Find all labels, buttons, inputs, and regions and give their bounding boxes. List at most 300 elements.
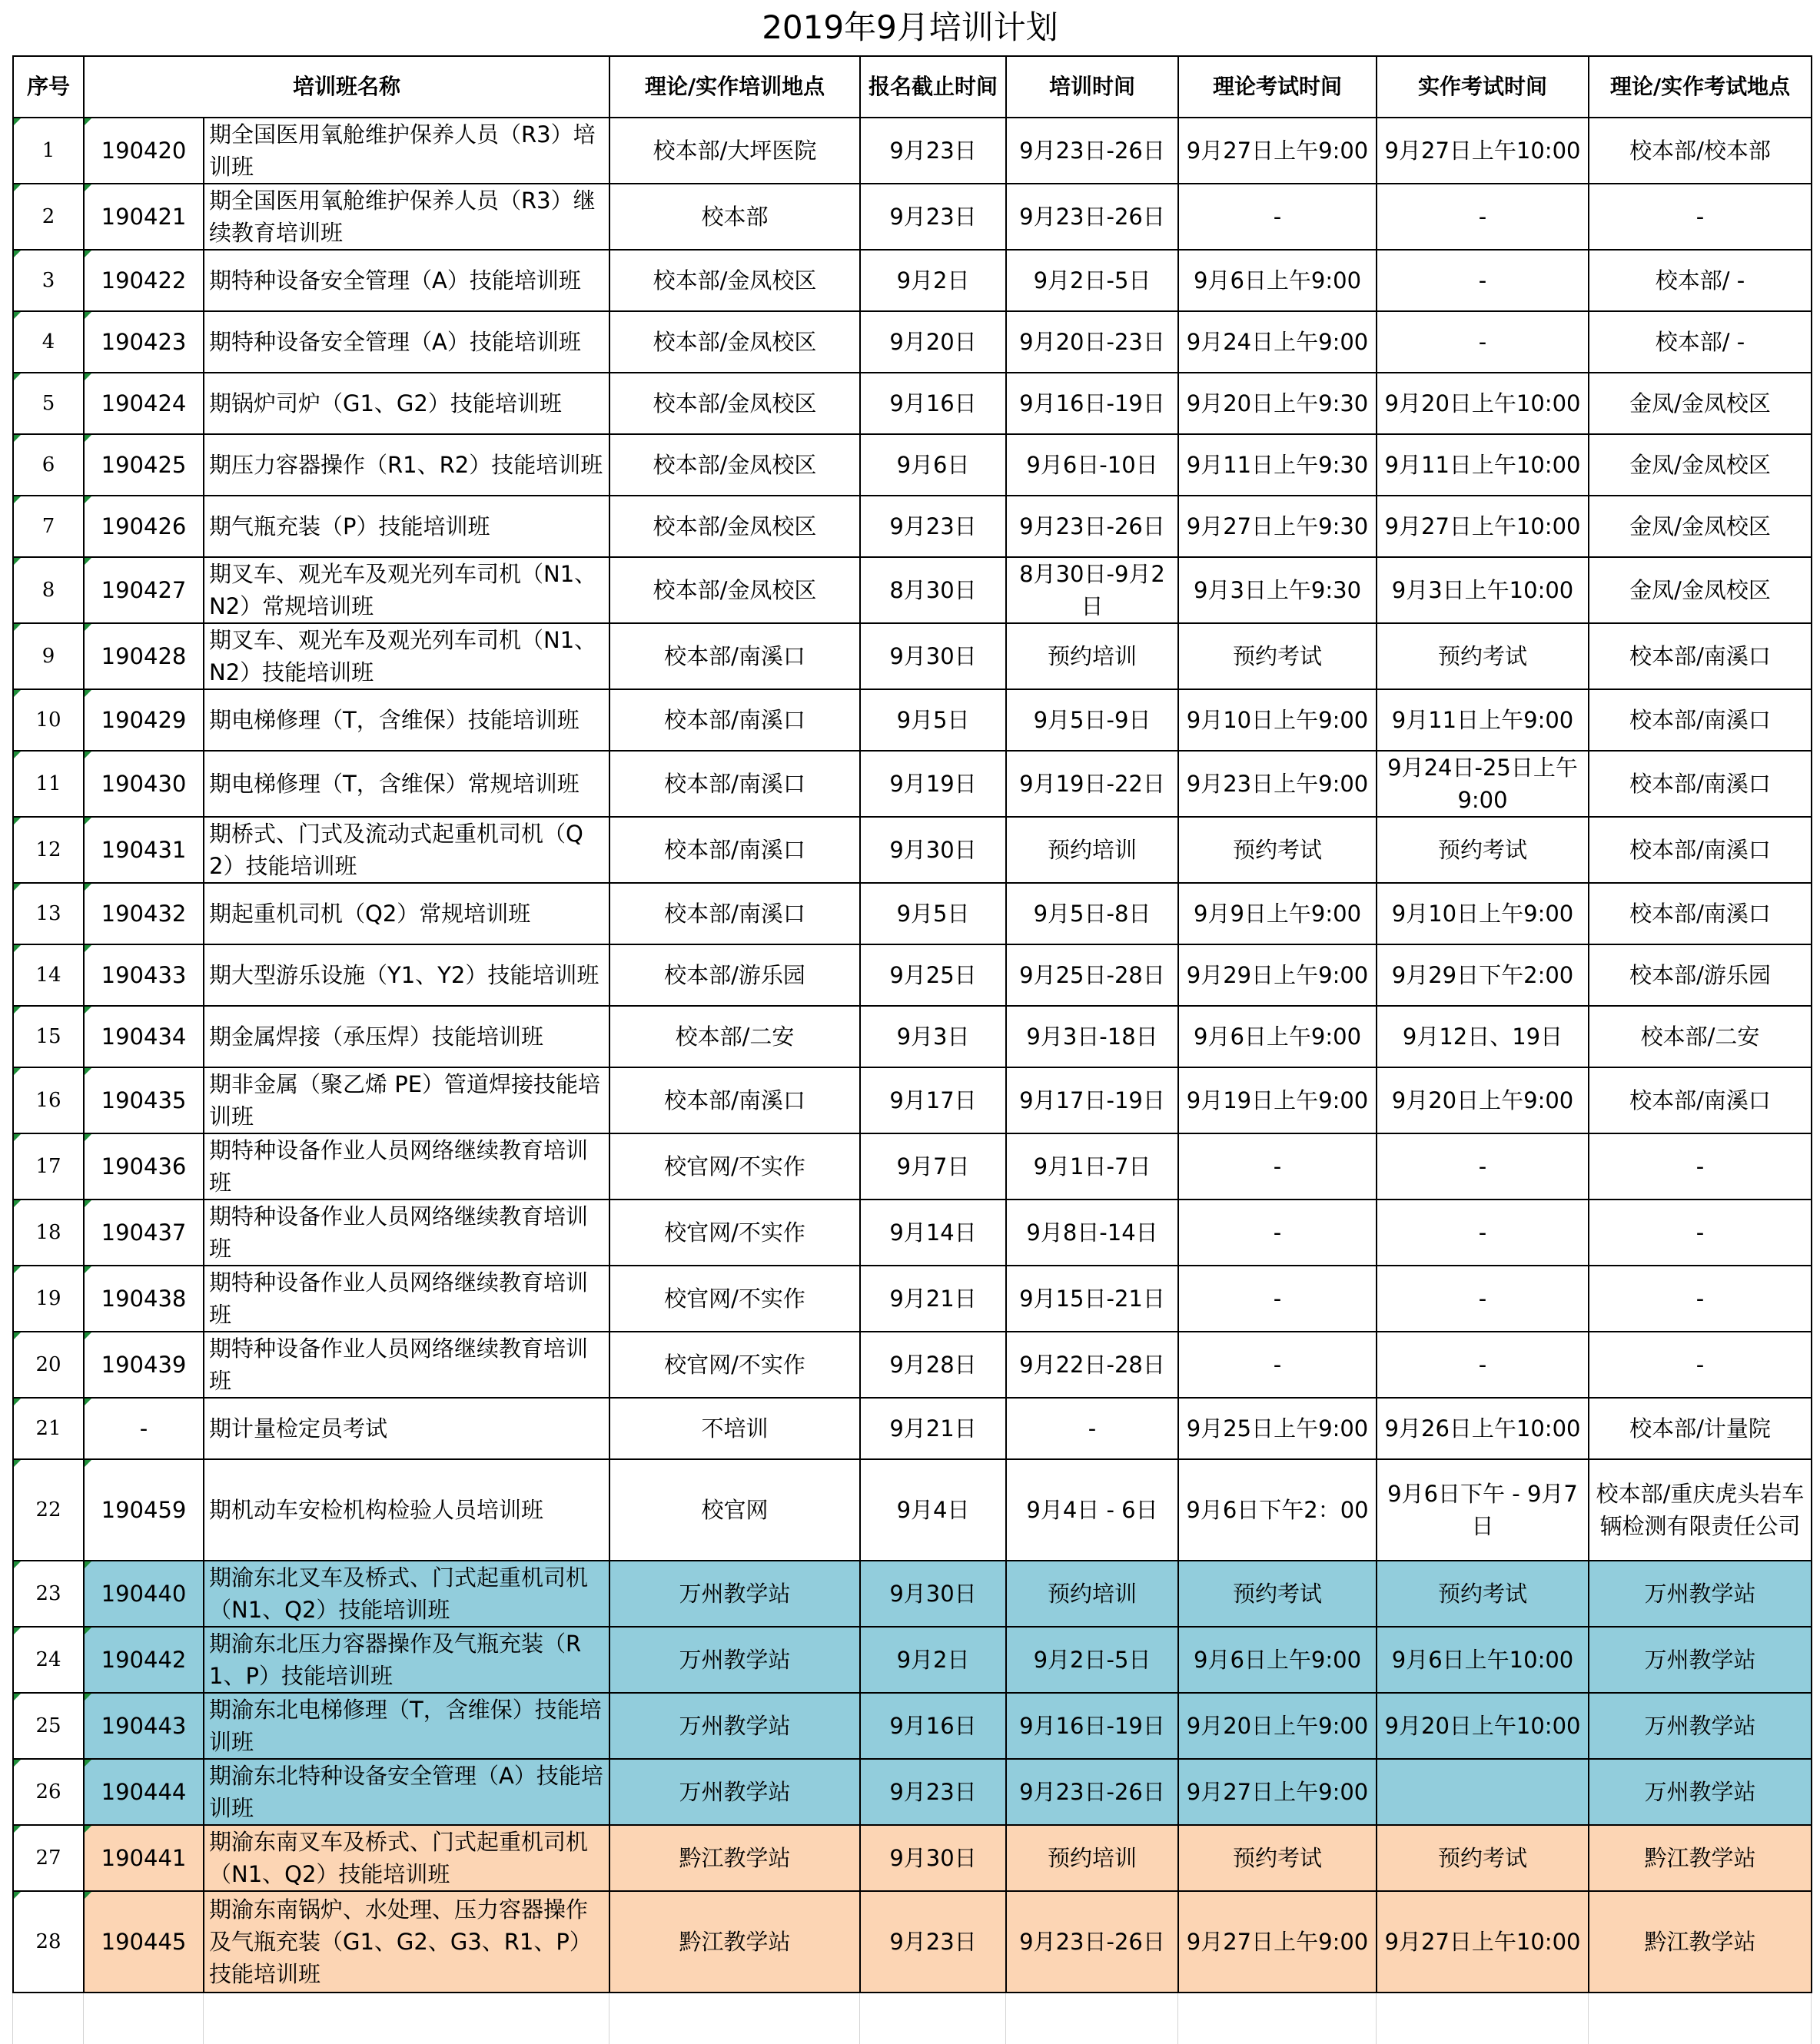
cell-code: 190445 [84, 1891, 204, 1993]
cell-place: 不培训 [609, 1398, 860, 1459]
cell-place: 黔江教学站 [609, 1891, 860, 1993]
cell-practice-exam: 9月26日上午10:00 [1377, 1398, 1589, 1459]
cell-seq: 18 [13, 1200, 84, 1266]
cell-name: 期电梯修理（T，含维保）常规培训班 [204, 751, 609, 817]
cell-theory-exam: 9月6日下午2：00 [1178, 1459, 1377, 1561]
cell-theory-exam: 9月11日上午9:30 [1178, 434, 1377, 496]
cell-code: 190423 [84, 311, 204, 373]
cell-practice-exam: - [1377, 184, 1589, 250]
cell-place: 校官网 [609, 1459, 860, 1561]
cell-seq: 19 [13, 1266, 84, 1332]
cell-practice-exam: 9月3日上午10:00 [1377, 557, 1589, 623]
cell-place: 校本部/金凤校区 [609, 434, 860, 496]
cell-name: 期特种设备安全管理（A）技能培训班 [204, 250, 609, 311]
cell-theory-exam: - [1178, 1332, 1377, 1398]
table-row [13, 250, 1812, 311]
cell-theory-exam: 9月6日上午9:00 [1178, 250, 1377, 311]
cell-time: 预约培训 [1006, 1561, 1178, 1627]
cell-exam-place: 校本部/南溪口 [1589, 817, 1812, 883]
cell-practice-exam: 9月29日下午2:00 [1377, 944, 1589, 1006]
cell-time: 9月5日-9日 [1006, 689, 1178, 751]
cell-exam-place: 校本部/南溪口 [1589, 751, 1812, 817]
grid-line [203, 1993, 204, 2044]
table-row [13, 1332, 1812, 1398]
cell-theory-exam: 预约考试 [1178, 1561, 1377, 1627]
cell-deadline: 9月20日 [860, 311, 1006, 373]
cell-time: 9月23日-26日 [1006, 496, 1178, 557]
cell-code: 190420 [84, 118, 204, 184]
table-row [13, 496, 1812, 557]
cell-seq: 8 [13, 557, 84, 623]
cell-time: 预约培训 [1006, 817, 1178, 883]
cell-name: 期特种设备作业人员网络继续教育培训班 [204, 1200, 609, 1266]
cell-time: 9月19日-22日 [1006, 751, 1178, 817]
cell-deadline: 8月30日 [860, 557, 1006, 623]
cell-code: 190442 [84, 1627, 204, 1693]
cell-code: 190441 [84, 1825, 204, 1891]
cell-name: 期特种设备安全管理（A）技能培训班 [204, 311, 609, 373]
cell-practice-exam: 9月20日上午10:00 [1377, 1693, 1589, 1759]
cell-exam-place: - [1589, 1332, 1812, 1398]
cell-deadline: 9月21日 [860, 1266, 1006, 1332]
cell-code: 190424 [84, 373, 204, 434]
cell-theory-exam: 9月23日上午9:00 [1178, 751, 1377, 817]
grid-line [1177, 1993, 1178, 2044]
header-place: 理论/实作培训地点 [609, 56, 860, 118]
cell-practice-exam: - [1377, 250, 1589, 311]
cell-theory-exam: 预约考试 [1178, 1825, 1377, 1891]
cell-exam-place: 金凤/金凤校区 [1589, 373, 1812, 434]
cell-code: 190444 [84, 1759, 204, 1825]
cell-name: 期机动车安检机构检验人员培训班 [204, 1459, 609, 1561]
cell-theory-exam: 9月20日上午9:00 [1178, 1693, 1377, 1759]
cell-place: 校本部/金凤校区 [609, 373, 860, 434]
cell-place: 校本部/游乐园 [609, 944, 860, 1006]
cell-seq: 11 [13, 751, 84, 817]
cell-deadline: 9月23日 [860, 1891, 1006, 1993]
cell-exam-place: 校本部/二安 [1589, 1006, 1812, 1067]
cell-practice-exam: 9月27日上午10:00 [1377, 496, 1589, 557]
cell-name: 期气瓶充装（P）技能培训班 [204, 496, 609, 557]
cell-deadline: 9月28日 [860, 1332, 1006, 1398]
table-row [13, 1006, 1812, 1067]
table-row [13, 311, 1812, 373]
cell-practice-exam: - [1377, 1200, 1589, 1266]
table-row [13, 689, 1812, 751]
cell-theory-exam: 9月3日上午9:30 [1178, 557, 1377, 623]
cell-deadline: 9月14日 [860, 1200, 1006, 1266]
cell-name: 期非金属（聚乙烯 PE）管道焊接技能培训班 [204, 1067, 609, 1133]
cell-deadline: 9月2日 [860, 250, 1006, 311]
header-exam-place: 理论/实作考试地点 [1589, 56, 1812, 118]
cell-theory-exam: 预约考试 [1178, 623, 1377, 689]
cell-place: 校本部/二安 [609, 1006, 860, 1067]
cell-name: 期电梯修理（T，含维保）技能培训班 [204, 689, 609, 751]
cell-time: 9月6日-10日 [1006, 434, 1178, 496]
cell-seq: 10 [13, 689, 84, 751]
cell-code: 190436 [84, 1133, 204, 1200]
cell-code: 190429 [84, 689, 204, 751]
cell-place: 万州教学站 [609, 1561, 860, 1627]
cell-time: 9月2日-5日 [1006, 1627, 1178, 1693]
cell-exam-place: 万州教学站 [1589, 1759, 1812, 1825]
cell-practice-exam: 9月27日上午10:00 [1377, 1891, 1589, 1993]
header-seq: 序号 [13, 56, 84, 118]
table-row [13, 944, 1812, 1006]
cell-exam-place: 校本部/南溪口 [1589, 1067, 1812, 1133]
cell-seq: 21 [13, 1398, 84, 1459]
cell-practice-exam: 预约考试 [1377, 1561, 1589, 1627]
cell-seq: 17 [13, 1133, 84, 1200]
page-title: 2019年9月培训计划 [762, 8, 1058, 46]
cell-exam-place: 校本部/ - [1589, 311, 1812, 373]
cell-practice-exam: 9月27日上午10:00 [1377, 118, 1589, 184]
cell-practice-exam: 预约考试 [1377, 1825, 1589, 1891]
table-row [13, 817, 1812, 883]
table-row [13, 1825, 1812, 1891]
table-row [13, 1693, 1812, 1759]
cell-name: 期渝东北电梯修理（T，含维保）技能培训班 [204, 1693, 609, 1759]
cell-deadline: 9月3日 [860, 1006, 1006, 1067]
cell-time: 9月20日-23日 [1006, 311, 1178, 373]
cell-code: - [84, 1398, 204, 1459]
cell-name: 期计量检定员考试 [204, 1398, 609, 1459]
table-row [13, 1759, 1812, 1825]
cell-exam-place: 万州教学站 [1589, 1627, 1812, 1693]
cell-exam-place: 校本部/校本部 [1589, 118, 1812, 184]
grid-line [1376, 1993, 1377, 2044]
cell-seq: 4 [13, 311, 84, 373]
cell-name: 期压力容器操作（R1、R2）技能培训班 [204, 434, 609, 496]
cell-time: 9月2日-5日 [1006, 250, 1178, 311]
cell-place: 校官网/不实作 [609, 1332, 860, 1398]
cell-deadline: 9月16日 [860, 373, 1006, 434]
cell-deadline: 9月30日 [860, 1561, 1006, 1627]
cell-name: 期叉车、观光车及观光列车司机（N1、N2）技能培训班 [204, 623, 609, 689]
cell-seq: 5 [13, 373, 84, 434]
cell-theory-exam: - [1178, 1266, 1377, 1332]
cell-practice-exam: 9月11日上午10:00 [1377, 434, 1589, 496]
cell-exam-place: - [1589, 1133, 1812, 1200]
cell-name: 期特种设备作业人员网络继续教育培训班 [204, 1266, 609, 1332]
cell-name: 期金属焊接（承压焊）技能培训班 [204, 1006, 609, 1067]
cell-time: 9月23日-26日 [1006, 184, 1178, 250]
cell-theory-exam: 9月20日上午9:30 [1178, 373, 1377, 434]
cell-seq: 6 [13, 434, 84, 496]
cell-place: 校本部/金凤校区 [609, 250, 860, 311]
cell-deadline: 9月23日 [860, 496, 1006, 557]
cell-seq: 28 [13, 1891, 84, 1993]
cell-practice-exam: - [1377, 311, 1589, 373]
cell-name: 期叉车、观光车及观光列车司机（N1、N2）常规培训班 [204, 557, 609, 623]
table-row [13, 118, 1812, 184]
cell-exam-place: - [1589, 184, 1812, 250]
cell-seq: 12 [13, 817, 84, 883]
table-row [13, 1459, 1812, 1561]
cell-place: 校官网/不实作 [609, 1133, 860, 1200]
cell-time: 9月25日-28日 [1006, 944, 1178, 1006]
cell-place: 万州教学站 [609, 1693, 860, 1759]
cell-exam-place: 万州教学站 [1589, 1693, 1812, 1759]
cell-exam-place: 万州教学站 [1589, 1561, 1812, 1627]
cell-deadline: 9月17日 [860, 1067, 1006, 1133]
cell-exam-place: 校本部/重庆虎头岩车辆检测有限责任公司 [1589, 1459, 1812, 1561]
grid-line [1811, 1993, 1812, 2044]
cell-seq: 22 [13, 1459, 84, 1561]
cell-code: 190437 [84, 1200, 204, 1266]
table-row [13, 434, 1812, 496]
cell-code: 190432 [84, 883, 204, 944]
cell-name: 期锅炉司炉（G1、G2）技能培训班 [204, 373, 609, 434]
table-row [13, 1266, 1812, 1332]
cell-place: 校本部/南溪口 [609, 883, 860, 944]
cell-time: 9月3日-18日 [1006, 1006, 1178, 1067]
cell-seq: 13 [13, 883, 84, 944]
cell-time: 9月4日 - 6日 [1006, 1459, 1178, 1561]
cell-practice-exam: - [1377, 1332, 1589, 1398]
header-name: 培训班名称 [84, 56, 609, 118]
cell-deadline: 9月7日 [860, 1133, 1006, 1200]
cell-name: 期桥式、门式及流动式起重机司机（Q2）技能培训班 [204, 817, 609, 883]
cell-place: 校本部/金凤校区 [609, 311, 860, 373]
cell-code: 190421 [84, 184, 204, 250]
cell-seq: 20 [13, 1332, 84, 1398]
cell-code: 190439 [84, 1332, 204, 1398]
cell-name: 期特种设备作业人员网络继续教育培训班 [204, 1332, 609, 1398]
cell-code: 190435 [84, 1067, 204, 1133]
cell-theory-exam: 9月6日上午9:00 [1178, 1006, 1377, 1067]
cell-theory-exam: 9月27日上午9:00 [1178, 1891, 1377, 1993]
cell-deadline: 9月2日 [860, 1627, 1006, 1693]
cell-deadline: 9月23日 [860, 184, 1006, 250]
training-plan-table [12, 55, 1812, 1993]
cell-seq: 16 [13, 1067, 84, 1133]
table-row [13, 1067, 1812, 1133]
cell-deadline: 9月30日 [860, 623, 1006, 689]
cell-exam-place: 金凤/金凤校区 [1589, 434, 1812, 496]
cell-place: 校本部/金凤校区 [609, 557, 860, 623]
cell-seq: 24 [13, 1627, 84, 1693]
cell-practice-exam: 9月20日上午10:00 [1377, 373, 1589, 434]
cell-code: 190440 [84, 1561, 204, 1627]
table-row [13, 557, 1812, 623]
cell-exam-place: - [1589, 1266, 1812, 1332]
cell-name: 期渝东北叉车及桥式、门式起重机司机（N1、Q2）技能培训班 [204, 1561, 609, 1627]
cell-name: 期全国医用氧舱维护保养人员（R3）继续教育培训班 [204, 184, 609, 250]
table-row [13, 1398, 1812, 1459]
cell-theory-exam: 9月29日上午9:00 [1178, 944, 1377, 1006]
cell-practice-exam: 9月6日下午 - 9月7日 [1377, 1459, 1589, 1561]
cell-seq: 25 [13, 1693, 84, 1759]
cell-seq: 23 [13, 1561, 84, 1627]
cell-code: 190427 [84, 557, 204, 623]
table-row [13, 883, 1812, 944]
cell-time: 9月1日-7日 [1006, 1133, 1178, 1200]
cell-deadline: 9月30日 [860, 817, 1006, 883]
cell-name: 期渝东北压力容器操作及气瓶充装（R1、P）技能培训班 [204, 1627, 609, 1693]
table-row [13, 373, 1812, 434]
cell-practice-exam: - [1377, 1133, 1589, 1200]
cell-place: 校本部/南溪口 [609, 1067, 860, 1133]
grid-line [12, 1993, 13, 2044]
cell-exam-place: 金凤/金凤校区 [1589, 496, 1812, 557]
cell-deadline: 9月6日 [860, 434, 1006, 496]
cell-exam-place: 校本部/ - [1589, 250, 1812, 311]
cell-place: 校官网/不实作 [609, 1266, 860, 1332]
cell-theory-exam: 9月9日上午9:00 [1178, 883, 1377, 944]
cell-theory-exam: 9月27日上午9:00 [1178, 118, 1377, 184]
grid-line [83, 1993, 84, 2044]
cell-code: 190428 [84, 623, 204, 689]
cell-time: 9月22日-28日 [1006, 1332, 1178, 1398]
cell-name: 期渝东南叉车及桥式、门式起重机司机（N1、Q2）技能培训班 [204, 1825, 609, 1891]
cell-code: 190434 [84, 1006, 204, 1067]
cell-deadline: 9月4日 [860, 1459, 1006, 1561]
cell-seq: 15 [13, 1006, 84, 1067]
cell-time: 9月17日-19日 [1006, 1067, 1178, 1133]
table-row [13, 184, 1812, 250]
cell-exam-place: 校本部/游乐园 [1589, 944, 1812, 1006]
cell-exam-place: 校本部/计量院 [1589, 1398, 1812, 1459]
cell-seq: 1 [13, 118, 84, 184]
cell-deadline: 9月5日 [860, 689, 1006, 751]
cell-exam-place: 校本部/南溪口 [1589, 623, 1812, 689]
cell-exam-place: - [1589, 1200, 1812, 1266]
cell-theory-exam: 9月10日上午9:00 [1178, 689, 1377, 751]
cell-place: 校官网/不实作 [609, 1200, 860, 1266]
cell-name: 期起重机司机（Q2）常规培训班 [204, 883, 609, 944]
grid-line [1005, 1993, 1006, 2044]
cell-practice-exam: 9月11日上午9:00 [1377, 689, 1589, 751]
table-row [13, 623, 1812, 689]
cell-code: 190430 [84, 751, 204, 817]
cell-code: 190426 [84, 496, 204, 557]
cell-deadline: 9月21日 [860, 1398, 1006, 1459]
cell-exam-place: 校本部/南溪口 [1589, 883, 1812, 944]
cell-place: 万州教学站 [609, 1627, 860, 1693]
cell-time: 9月23日-26日 [1006, 1759, 1178, 1825]
cell-name: 期全国医用氧舱维护保养人员（R3）培训班 [204, 118, 609, 184]
cell-theory-exam: - [1178, 184, 1377, 250]
cell-code: 190425 [84, 434, 204, 496]
table-row [13, 1627, 1812, 1693]
cell-seq: 2 [13, 184, 84, 250]
cell-name: 期特种设备作业人员网络继续教育培训班 [204, 1133, 609, 1200]
cell-time: 9月5日-8日 [1006, 883, 1178, 944]
table-row [13, 751, 1812, 817]
cell-name: 期渝东北特种设备安全管理（A）技能培训班 [204, 1759, 609, 1825]
cell-time: 9月23日-26日 [1006, 1891, 1178, 1993]
cell-practice-exam: 9月6日上午10:00 [1377, 1627, 1589, 1693]
cell-practice-exam: 预约考试 [1377, 817, 1589, 883]
cell-place: 校本部/金凤校区 [609, 496, 860, 557]
cell-seq: 27 [13, 1825, 84, 1891]
grid-line [859, 1993, 860, 2044]
cell-place: 校本部 [609, 184, 860, 250]
cell-seq: 7 [13, 496, 84, 557]
cell-deadline: 9月5日 [860, 883, 1006, 944]
cell-time: 9月15日-21日 [1006, 1266, 1178, 1332]
header-practice-exam: 实作考试时间 [1377, 56, 1589, 118]
cell-practice-exam: 预约考试 [1377, 623, 1589, 689]
cell-place: 校本部/南溪口 [609, 817, 860, 883]
cell-place: 黔江教学站 [609, 1825, 860, 1891]
cell-theory-exam: 9月24日上午9:00 [1178, 311, 1377, 373]
cell-practice-exam [1377, 1759, 1589, 1825]
cell-time: 预约培训 [1006, 1825, 1178, 1891]
cell-deadline: 9月23日 [860, 118, 1006, 184]
cell-place: 校本部/大坪医院 [609, 118, 860, 184]
cell-seq: 9 [13, 623, 84, 689]
cell-practice-exam: 9月12日、19日 [1377, 1006, 1589, 1067]
cell-theory-exam: 9月27日上午9:00 [1178, 1759, 1377, 1825]
cell-time: 8月30日-9月2日 [1006, 557, 1178, 623]
cell-code: 190459 [84, 1459, 204, 1561]
cell-seq: 26 [13, 1759, 84, 1825]
cell-deadline: 9月30日 [860, 1825, 1006, 1891]
cell-deadline: 9月16日 [860, 1693, 1006, 1759]
cell-code: 190422 [84, 250, 204, 311]
table-row [13, 1200, 1812, 1266]
cell-time: 9月8日-14日 [1006, 1200, 1178, 1266]
cell-practice-exam: 9月24日-25日上午9:00 [1377, 751, 1589, 817]
cell-place: 万州教学站 [609, 1759, 860, 1825]
table-row [13, 1133, 1812, 1200]
header-theory-exam: 理论考试时间 [1178, 56, 1377, 118]
cell-code: 190438 [84, 1266, 204, 1332]
table-row [13, 1891, 1812, 1993]
cell-exam-place: 黔江教学站 [1589, 1825, 1812, 1891]
table-row [13, 1561, 1812, 1627]
cell-time: - [1006, 1398, 1178, 1459]
header-deadline: 报名截止时间 [860, 56, 1006, 118]
cell-exam-place: 金凤/金凤校区 [1589, 557, 1812, 623]
cell-theory-exam: 9月25日上午9:00 [1178, 1398, 1377, 1459]
cell-theory-exam: 9月19日上午9:00 [1178, 1067, 1377, 1133]
cell-place: 校本部/南溪口 [609, 623, 860, 689]
cell-practice-exam: 9月20日上午9:00 [1377, 1067, 1589, 1133]
cell-place: 校本部/南溪口 [609, 751, 860, 817]
header-time: 培训时间 [1006, 56, 1178, 118]
table-header-row [13, 56, 1812, 118]
cell-seq: 14 [13, 944, 84, 1006]
grid-line [1588, 1993, 1589, 2044]
cell-theory-exam: 预约考试 [1178, 817, 1377, 883]
cell-theory-exam: - [1178, 1133, 1377, 1200]
cell-exam-place: 校本部/南溪口 [1589, 689, 1812, 751]
cell-exam-place: 黔江教学站 [1589, 1891, 1812, 1993]
cell-practice-exam: 9月10日上午9:00 [1377, 883, 1589, 944]
cell-deadline: 9月19日 [860, 751, 1006, 817]
cell-seq: 3 [13, 250, 84, 311]
cell-time: 9月16日-19日 [1006, 1693, 1178, 1759]
cell-theory-exam: - [1178, 1200, 1377, 1266]
cell-practice-exam: - [1377, 1266, 1589, 1332]
cell-place: 校本部/南溪口 [609, 689, 860, 751]
cell-theory-exam: 9月27日上午9:30 [1178, 496, 1377, 557]
cell-time: 预约培训 [1006, 623, 1178, 689]
cell-code: 190431 [84, 817, 204, 883]
cell-name: 期大型游乐设施（Y1、Y2）技能培训班 [204, 944, 609, 1006]
cell-code: 190443 [84, 1693, 204, 1759]
cell-name: 期渝东南锅炉、水处理、压力容器操作及气瓶充装（G1、G2、G3、R1、P）技能培训班 [204, 1891, 609, 1993]
empty-grid-below [12, 1993, 1811, 2044]
cell-theory-exam: 9月6日上午9:00 [1178, 1627, 1377, 1693]
cell-time: 9月23日-26日 [1006, 118, 1178, 184]
cell-code: 190433 [84, 944, 204, 1006]
cell-deadline: 9月25日 [860, 944, 1006, 1006]
cell-deadline: 9月23日 [860, 1759, 1006, 1825]
